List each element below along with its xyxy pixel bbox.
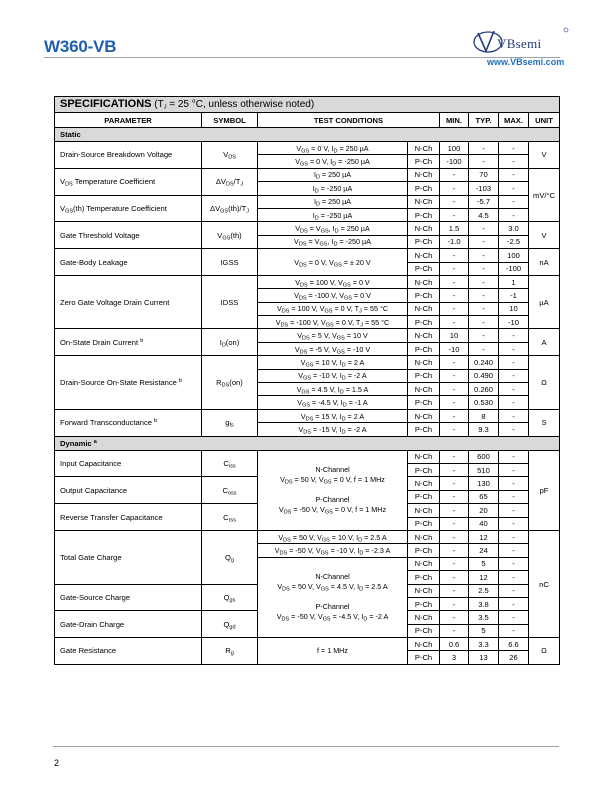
max-cell: - [499, 530, 529, 543]
condition-cell: $V_{DS} = 15$ V, $I_D = 2$ A [258, 409, 408, 422]
typ-cell: 2.5 [469, 584, 499, 597]
max-cell: 3.0 [499, 222, 529, 235]
condition-cell: N-Channel $V_{DS} = 50$ V, $V_{GS} = 0$ V, f = 1 MHz P-Channel $V_{DS} = -50$ V, $V_{GS} = 0$ V, f = 1 MHz [258, 450, 408, 530]
max-cell: - [499, 423, 529, 436]
table-row [55, 142, 560, 155]
column-header: SYMBOL [202, 113, 258, 128]
website-link[interactable]: www.VBsemi.com [487, 57, 565, 67]
channel-cell: N-Ch [408, 168, 440, 181]
condition-cell: $I_D = 250$ µA [258, 168, 408, 181]
min-cell: - [440, 369, 469, 382]
typ-cell: - [469, 302, 499, 315]
condition-cell: $V_{DS} = 100$ V, $V_{GS} = 0$ V [258, 275, 408, 288]
min-cell: -100 [440, 155, 469, 168]
max-cell: - [499, 504, 529, 517]
max-cell: 10 [499, 302, 529, 315]
min-cell: - [440, 504, 469, 517]
channel-cell: N-Ch [408, 329, 440, 342]
channel-cell: N-Ch [408, 383, 440, 396]
min-cell: - [440, 463, 469, 476]
symbol-cell: $C_{oss}$ [202, 477, 258, 504]
condition-cell: $V_{DS} = -50$ V, $V_{GS} = -10$ V, $I_D = -2.3$ A [258, 544, 408, 557]
typ-cell: 130 [469, 477, 499, 490]
symbol-cell: $C_{iss}$ [202, 450, 258, 477]
channel-cell: P-Ch [408, 342, 440, 355]
typ-cell: -103 [469, 182, 499, 195]
min-cell: - [440, 396, 469, 409]
header-rule [44, 57, 560, 58]
max-cell: -10 [499, 316, 529, 329]
table-row [55, 638, 560, 651]
typ-cell: - [469, 235, 499, 248]
symbol-cell: $Q_{gd}$ [202, 611, 258, 638]
unit-cell: V [529, 142, 560, 169]
min-cell: - [440, 409, 469, 422]
page-number: 2 [54, 758, 60, 768]
max-cell: - [499, 611, 529, 624]
condition-cell: $V_{DS} = -5$ V, $V_{GS} = -10$ V [258, 342, 408, 355]
unit-cell: nC [529, 530, 560, 637]
channel-cell: P-Ch [408, 316, 440, 329]
table-title: SPECIFICATIONS ($T_J = 25$ °C, unless otherwise noted) [55, 97, 560, 113]
max-cell: 26 [499, 651, 529, 664]
max-cell: - [499, 571, 529, 584]
condition-cell: $V_{GS} = -4.5$ V, $I_D = -1$ A [258, 396, 408, 409]
table-row [55, 249, 560, 262]
channel-cell: P-Ch [408, 235, 440, 248]
channel-cell: N-Ch [408, 222, 440, 235]
min-cell: 100 [440, 142, 469, 155]
typ-cell: - [469, 155, 499, 168]
channel-cell: N-Ch [408, 584, 440, 597]
section-row [55, 128, 560, 142]
max-cell: - [499, 450, 529, 463]
min-cell: - [440, 182, 469, 195]
condition-cell: $V_{GS} = 0$ V, $I_D = 250$ µA [258, 142, 408, 155]
min-cell: - [440, 584, 469, 597]
channel-cell: P-Ch [408, 396, 440, 409]
symbol-cell: $C_{rss}$ [202, 504, 258, 531]
min-cell: - [440, 168, 469, 181]
typ-cell: 8 [469, 409, 499, 422]
column-header-row [55, 113, 560, 128]
max-cell: - [499, 208, 529, 221]
channel-cell: P-Ch [408, 544, 440, 557]
max-cell: - [499, 155, 529, 168]
channel-cell: N-Ch [408, 638, 440, 651]
condition-cell: $V_{DS} = -15$ V, $I_D = -2$ A [258, 423, 408, 436]
max-cell: 1 [499, 275, 529, 288]
condition-cell: $V_{DS} = 0$ V, $V_{GS}$ = ± 20 V [258, 249, 408, 276]
min-cell: - [440, 624, 469, 637]
section-row [55, 436, 560, 450]
symbol-cell: $Q_{gs}$ [202, 584, 258, 611]
min-cell: - [440, 275, 469, 288]
parameter-cell: Input Capacitance [55, 450, 202, 477]
channel-cell: P-Ch [408, 571, 440, 584]
max-cell: - [499, 342, 529, 355]
min-cell: 3 [440, 651, 469, 664]
typ-cell: 12 [469, 571, 499, 584]
min-cell: -1.0 [440, 235, 469, 248]
channel-cell: N-Ch [408, 302, 440, 315]
max-cell: 100 [499, 249, 529, 262]
channel-cell: N-Ch [408, 356, 440, 369]
min-cell: - [440, 517, 469, 530]
typ-cell: 5 [469, 624, 499, 637]
max-cell: - [499, 142, 529, 155]
typ-cell: 20 [469, 504, 499, 517]
channel-cell: N-Ch [408, 195, 440, 208]
unit-cell: pF [529, 450, 560, 530]
symbol-cell: $\Delta V_{DS}/T_J$ [202, 168, 258, 195]
condition-cell: $V_{DS} = 5$ V, $V_{GS} = 10$ V [258, 329, 408, 342]
symbol-cell: $V_{GS}(th)$ [202, 222, 258, 249]
max-cell: -2.5 [499, 235, 529, 248]
parameter-cell: Gate-Source Charge [55, 584, 202, 611]
parameter-cell: Gate Resistance [55, 638, 202, 665]
parameter-cell: On-State Drain Current $^b$ [55, 329, 202, 356]
min-cell: - [440, 557, 469, 570]
max-cell: - [499, 544, 529, 557]
min-cell: - [440, 289, 469, 302]
typ-cell: 13 [469, 651, 499, 664]
typ-cell: - [469, 262, 499, 275]
min-cell: - [440, 356, 469, 369]
typ-cell: 40 [469, 517, 499, 530]
max-cell: - [499, 168, 529, 181]
channel-cell: N-Ch [408, 530, 440, 543]
min-cell: - [440, 249, 469, 262]
table-row [55, 409, 560, 422]
min-cell: - [440, 477, 469, 490]
table-row [55, 195, 560, 208]
channel-cell: N-Ch [408, 142, 440, 155]
parameter-cell: $V_{DS}$ Temperature Coefficient [55, 168, 202, 195]
typ-cell: 600 [469, 450, 499, 463]
condition-cell: N-Channel $V_{DS} = 50$ V, $V_{GS} = 4.5$ V, $I_D = 2.5$ A P-Channel $V_{DS} = -50$ V, $V_{GS} = -4.5$ V, $I_D = -2$ A [258, 557, 408, 637]
min-cell: - [440, 423, 469, 436]
column-header: PARAMETER [55, 113, 202, 128]
typ-cell: - [469, 329, 499, 342]
channel-cell: P-Ch [408, 289, 440, 302]
channel-cell: N-Ch [408, 477, 440, 490]
symbol-cell: IDSS [202, 275, 258, 329]
column-header: MAX. [499, 113, 529, 128]
parameter-cell: Gate-Body Leakage [55, 249, 202, 276]
parameter-cell: Zero Gate Voltage Drain Current [55, 275, 202, 329]
typ-cell: 3.8 [469, 597, 499, 610]
parameter-cell: Drain-Source Breakdown Voltage [55, 142, 202, 169]
symbol-cell: IGSS [202, 249, 258, 276]
max-cell: - [499, 383, 529, 396]
symbol-cell: $V_{DS}$ [202, 142, 258, 169]
max-cell: -1 [499, 289, 529, 302]
parameter-cell: Forward Transconductance $^b$ [55, 409, 202, 436]
parameter-cell: $V_{GS}(th)$ Temperature Coefficient [55, 195, 202, 222]
parameter-cell: Gate Threshold Voltage [55, 222, 202, 249]
column-header: MIN. [440, 113, 469, 128]
typ-cell: - [469, 342, 499, 355]
section-dynamic: Dynamic $^a$ [55, 436, 560, 450]
symbol-cell: $R_{DS}(on)$ [202, 356, 258, 410]
channel-cell: P-Ch [408, 597, 440, 610]
table-row [55, 450, 560, 463]
unit-cell: nA [529, 249, 560, 276]
condition-cell: $I_D = -250$ µA [258, 208, 408, 221]
typ-cell: - [469, 316, 499, 329]
condition-cell: $I_D = 250$ µA [258, 195, 408, 208]
channel-cell: N-Ch [408, 409, 440, 422]
unit-cell: µA [529, 275, 560, 329]
typ-cell: - [469, 249, 499, 262]
channel-cell: P-Ch [408, 624, 440, 637]
unit-cell: Ω [529, 356, 560, 410]
channel-cell: N-Ch [408, 249, 440, 262]
max-cell: - [499, 597, 529, 610]
condition-cell: $V_{GS} = -10$ V, $I_D = -2$ A [258, 369, 408, 382]
min-cell: - [440, 208, 469, 221]
typ-cell: 0.240 [469, 356, 499, 369]
max-cell: - [499, 557, 529, 570]
min-cell: - [440, 490, 469, 503]
typ-cell: 4.5 [469, 208, 499, 221]
condition-cell: $V_{DS} = 100$ V, $V_{GS} = 0$ V, $T_J = 55$ °C [258, 302, 408, 315]
min-cell: 1.5 [440, 222, 469, 235]
condition-cell: $V_{DS} = 50$ V, $V_{GS} = 10$ V, $I_D = 2.5$ A [258, 530, 408, 543]
typ-cell: 65 [469, 490, 499, 503]
condition-cell: $V_{DS} = V_{GS}$, $I_D = 250$ µA [258, 222, 408, 235]
typ-cell: 510 [469, 463, 499, 476]
channel-cell: P-Ch [408, 262, 440, 275]
min-cell: - [440, 195, 469, 208]
typ-cell: 5 [469, 557, 499, 570]
column-header: TEST CONDITIONS [258, 113, 440, 128]
max-cell: - [499, 477, 529, 490]
typ-cell: 70 [469, 168, 499, 181]
parameter-cell: Reverse Transfer Capacitance [55, 504, 202, 531]
channel-cell: P-Ch [408, 369, 440, 382]
typ-cell: - [469, 289, 499, 302]
column-header: TYP. [469, 113, 499, 128]
table-row [55, 168, 560, 181]
typ-cell: - [469, 142, 499, 155]
symbol-cell: $Q_g$ [202, 530, 258, 584]
channel-cell: N-Ch [408, 557, 440, 570]
max-cell: - [499, 517, 529, 530]
max-cell: - [499, 584, 529, 597]
column-header: UNIT [529, 113, 560, 128]
condition-cell: $I_D = -250$ µA [258, 182, 408, 195]
unit-cell: Ω [529, 638, 560, 665]
min-cell: - [440, 571, 469, 584]
unit-cell: mV/°C [529, 168, 560, 222]
condition-cell: $V_{DS} = V_{GS}$, $I_D = -250$ µA [258, 235, 408, 248]
min-cell: 10 [440, 329, 469, 342]
channel-cell: P-Ch [408, 490, 440, 503]
min-cell: - [440, 450, 469, 463]
symbol-cell: $I_D(on)$ [202, 329, 258, 356]
min-cell: - [440, 383, 469, 396]
max-cell: - [499, 409, 529, 422]
condition-cell: $V_{GS} = 10$ V, $I_D = 2$ A [258, 356, 408, 369]
channel-cell: N-Ch [408, 504, 440, 517]
condition-cell: $V_{GS} = 4.5$ V, $I_D = 1.5$ A [258, 383, 408, 396]
max-cell: - [499, 182, 529, 195]
table-row [55, 275, 560, 288]
condition-cell: $V_{DS} = -100$ V, $V_{GS} = 0$ V [258, 289, 408, 302]
max-cell: - [499, 463, 529, 476]
channel-cell: P-Ch [408, 155, 440, 168]
typ-cell: 3.5 [469, 611, 499, 624]
min-cell: -10 [440, 342, 469, 355]
typ-cell: -5.7 [469, 195, 499, 208]
channel-cell: P-Ch [408, 423, 440, 436]
parameter-cell: Total Gate Charge [55, 530, 202, 584]
max-cell: - [499, 329, 529, 342]
max-cell: - [499, 369, 529, 382]
channel-cell: P-Ch [408, 651, 440, 664]
min-cell: 0.6 [440, 638, 469, 651]
min-cell: - [440, 544, 469, 557]
max-cell: -100 [499, 262, 529, 275]
max-cell: - [499, 490, 529, 503]
min-cell: - [440, 302, 469, 315]
typ-cell: 0.530 [469, 396, 499, 409]
symbol-cell: $\Delta V_{GS}(th)/T_J$ [202, 195, 258, 222]
typ-cell: - [469, 275, 499, 288]
channel-cell: N-Ch [408, 275, 440, 288]
max-cell: - [499, 195, 529, 208]
min-cell: - [440, 597, 469, 610]
footer-rule [53, 746, 559, 747]
max-cell: 6.6 [499, 638, 529, 651]
table-row [55, 329, 560, 342]
symbol-cell: $R_g$ [202, 638, 258, 665]
specifications-table [54, 96, 560, 665]
min-cell: - [440, 262, 469, 275]
typ-cell: 0.490 [469, 369, 499, 382]
min-cell: - [440, 611, 469, 624]
channel-cell: N-Ch [408, 611, 440, 624]
condition-cell: $V_{GS} = 0$ V, $I_D = -250$ µA [258, 155, 408, 168]
max-cell: - [499, 356, 529, 369]
unit-cell: V [529, 222, 560, 249]
condition-cell: f = 1 MHz [258, 638, 408, 665]
typ-cell: 0.260 [469, 383, 499, 396]
logo-text: VBsemi [497, 36, 542, 51]
unit-cell: A [529, 329, 560, 356]
typ-cell: 12 [469, 530, 499, 543]
typ-cell: 9.3 [469, 423, 499, 436]
typ-cell: 24 [469, 544, 499, 557]
table-row [55, 530, 560, 543]
section-static: Static [55, 128, 560, 142]
channel-cell: N-Ch [408, 450, 440, 463]
channel-cell: P-Ch [408, 208, 440, 221]
channel-cell: P-Ch [408, 182, 440, 195]
symbol-cell: $g_{fs}$ [202, 409, 258, 436]
title-row [55, 97, 560, 113]
min-cell: - [440, 530, 469, 543]
table-row [55, 222, 560, 235]
min-cell: - [440, 316, 469, 329]
part-number: W360-VB [44, 37, 117, 56]
typ-cell: 3.3 [469, 638, 499, 651]
parameter-cell: Drain-Source On-State Resistance $^b$ [55, 356, 202, 410]
max-cell: - [499, 624, 529, 637]
typ-cell: - [469, 222, 499, 235]
table-row [55, 356, 560, 369]
max-cell: - [499, 396, 529, 409]
unit-cell: S [529, 409, 560, 436]
parameter-cell: Output Capacitance [55, 477, 202, 504]
channel-cell: P-Ch [408, 463, 440, 476]
channel-cell: P-Ch [408, 517, 440, 530]
parameter-cell: Gate-Drain Charge [55, 611, 202, 638]
condition-cell: $V_{DS} = -100$ V, $V_{GS} = 0$ V, $T_J = 55$ °C [258, 316, 408, 329]
